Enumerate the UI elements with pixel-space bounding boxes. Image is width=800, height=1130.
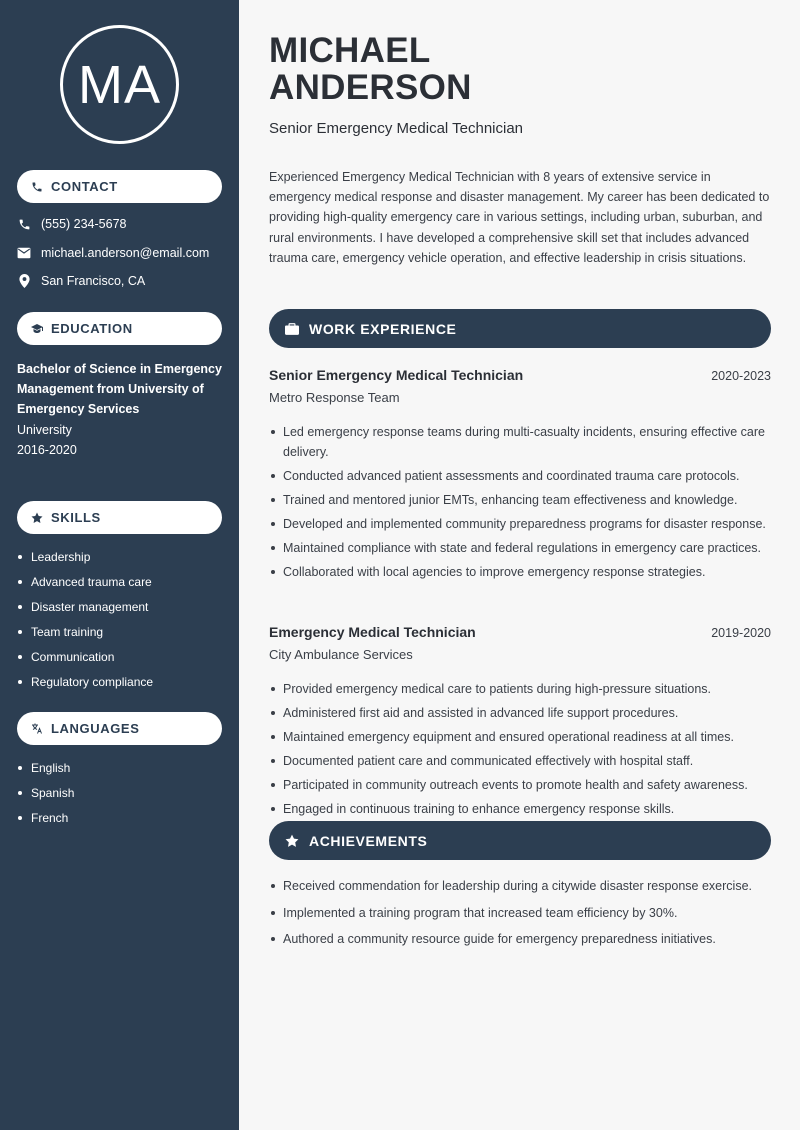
list-item: Administered first aid and assisted in advanced life support procedures. bbox=[269, 703, 771, 723]
contact-header bbox=[17, 170, 222, 203]
education-title: EDUCATION bbox=[51, 321, 133, 336]
list-item: Trained and mentored junior EMTs, enhancing team effectiveness and knowledge. bbox=[269, 490, 771, 510]
list-item: Authored a community resource guide for emergency preparedness initiatives. bbox=[269, 929, 771, 949]
list-item: Documented patient care and communicated effectively with hospital staff. bbox=[269, 751, 771, 771]
contact-phone-text: (555) 234-5678 bbox=[41, 217, 127, 231]
list-item: English bbox=[17, 758, 222, 783]
achievements-header bbox=[269, 821, 771, 860]
list-item: Advanced trauma care bbox=[17, 572, 222, 597]
education-years: 2016-2020 bbox=[17, 442, 77, 457]
contact-location-text: San Francisco, CA bbox=[41, 274, 146, 288]
job-entry bbox=[269, 367, 771, 586]
list-item: Provided emergency medical care to patients during high-pressure situations. bbox=[269, 679, 771, 699]
job-dates: 2020-2023 bbox=[711, 369, 771, 383]
name-line-2: ANDERSON bbox=[269, 68, 472, 107]
list-item: French bbox=[17, 808, 222, 833]
skills-list bbox=[17, 547, 222, 697]
star-icon bbox=[285, 834, 299, 848]
phone-icon bbox=[17, 217, 31, 231]
list-item: Maintained compliance with state and federal regulations in emergency care practices. bbox=[269, 538, 771, 558]
contact-email-text: michael.anderson@email.com bbox=[41, 246, 210, 260]
education-degree: Bachelor of Science in Emergency Management from University of Emergency Services bbox=[17, 362, 222, 416]
translate-icon bbox=[31, 723, 43, 735]
list-item: Collaborated with local agencies to improve emergency response strategies. bbox=[269, 562, 771, 582]
work-experience-title: WORK EXPERIENCE bbox=[309, 320, 457, 337]
contact-title: CONTACT bbox=[51, 179, 118, 194]
briefcase-icon bbox=[285, 322, 299, 336]
list-item: Leadership bbox=[17, 547, 222, 572]
sidebar bbox=[0, 0, 239, 1130]
list-item: Spanish bbox=[17, 783, 222, 808]
achievements-list bbox=[269, 876, 771, 956]
job-entry bbox=[269, 624, 771, 823]
candidate-name bbox=[269, 32, 472, 106]
education-entry bbox=[17, 359, 222, 460]
list-item: Implemented a training program that increased team efficiency by 30%. bbox=[269, 903, 771, 923]
list-item: Developed and implemented community preparedness programs for disaster response. bbox=[269, 514, 771, 534]
list-item: Team training bbox=[17, 622, 222, 647]
skills-header bbox=[17, 501, 222, 534]
job-company: City Ambulance Services bbox=[269, 647, 413, 662]
candidate-role: Senior Emergency Medical Technician bbox=[269, 120, 524, 137]
contact-email[interactable] bbox=[17, 246, 209, 260]
languages-header bbox=[17, 712, 222, 745]
contact-phone[interactable] bbox=[17, 217, 126, 231]
name-line-1: MICHAEL bbox=[269, 31, 431, 70]
star-icon bbox=[31, 512, 43, 524]
location-pin-icon bbox=[17, 274, 31, 288]
list-item: Disaster management bbox=[17, 597, 222, 622]
education-institution: University bbox=[17, 423, 72, 437]
job-bullets bbox=[269, 679, 771, 819]
list-item: Maintained emergency equipment and ensured operational readiness at all times. bbox=[269, 727, 771, 747]
envelope-icon bbox=[17, 246, 31, 260]
list-item: Engaged in continuous training to enhance emergency response skills. bbox=[269, 799, 771, 819]
languages-title: LANGUAGES bbox=[51, 721, 140, 736]
list-item: Received commendation for leadership during a citywide disaster response exercise. bbox=[269, 876, 771, 896]
list-item: Regulatory compliance bbox=[17, 672, 222, 697]
education-header bbox=[17, 312, 222, 345]
job-title: Emergency Medical Technician bbox=[269, 624, 476, 640]
job-company: Metro Response Team bbox=[269, 390, 400, 405]
phone-icon bbox=[31, 181, 43, 193]
job-bullets bbox=[269, 422, 771, 582]
achievements-title: ACHIEVEMENTS bbox=[309, 832, 428, 849]
list-item: Led emergency response teams during multi-casualty incidents, ensuring effective care delivery. bbox=[269, 422, 771, 462]
work-experience-header bbox=[269, 309, 771, 348]
list-item: Participated in community outreach events to promote health and safety awareness. bbox=[269, 775, 771, 795]
contact-location bbox=[17, 274, 145, 288]
skills-title: SKILLS bbox=[51, 510, 101, 525]
profile-summary: Experienced Emergency Medical Technician with 8 years of extensive service in emergency medical response and disaster management. My career has been dedicated to providing high-quality emergency care in various settings, including urban, suburban, and rural environments. I have developed a comprehensive skill set that includes advanced trauma care, emergency vehicle operation, and effective leadership in crisis situations. bbox=[269, 170, 770, 265]
job-dates: 2019-2020 bbox=[711, 626, 771, 640]
job-title: Senior Emergency Medical Technician bbox=[269, 367, 524, 383]
graduation-cap-icon bbox=[31, 323, 43, 335]
monogram-avatar: MA bbox=[60, 25, 179, 144]
list-item: Communication bbox=[17, 647, 222, 672]
languages-list bbox=[17, 758, 222, 833]
list-item: Conducted advanced patient assessments and coordinated trauma care protocols. bbox=[269, 466, 771, 486]
